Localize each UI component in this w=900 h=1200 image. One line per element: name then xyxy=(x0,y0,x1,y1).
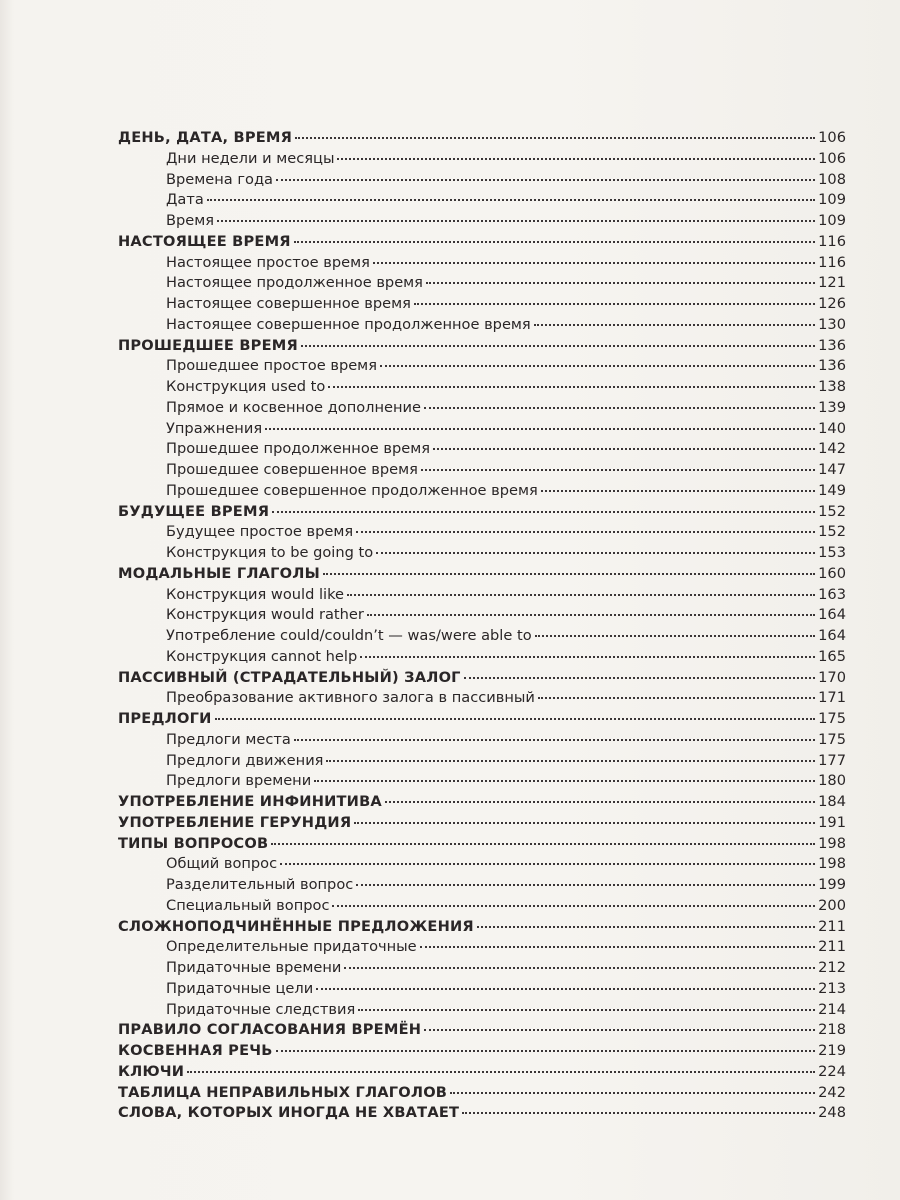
toc-subsection-entry xyxy=(118,543,846,564)
toc-entry-title: Разделительный вопрос xyxy=(166,876,354,893)
toc-subsection-entry xyxy=(118,751,846,772)
dot-leader xyxy=(433,447,815,450)
toc-subsection-entry xyxy=(118,481,846,502)
toc-entry-title: Дни недели и месяцы xyxy=(166,149,335,167)
toc-subsection-entry xyxy=(118,439,846,460)
toc-page-number: 138 xyxy=(818,378,846,395)
toc-entry-title: Конструкция used to xyxy=(166,378,326,395)
toc-section-entry xyxy=(118,336,846,357)
toc-entry-title: Специальный вопрос xyxy=(166,896,330,914)
dot-leader xyxy=(373,261,815,264)
toc-subsection-entry xyxy=(118,419,846,440)
toc-entry-title: Придаточные цели xyxy=(166,979,314,997)
toc-entry-title: БУДУЩЕЕ ВРЕМЯ xyxy=(118,502,270,520)
dot-leader xyxy=(426,281,815,284)
toc-page-number: 109 xyxy=(818,212,846,229)
toc-page-number: 136 xyxy=(818,336,846,354)
dot-leader xyxy=(421,468,815,471)
toc-entry-title: Настоящее простое время xyxy=(166,253,370,271)
dot-leader xyxy=(424,1028,815,1031)
table-of-contents xyxy=(118,128,846,1124)
toc-page-number: 139 xyxy=(818,398,846,416)
toc-subsection-entry xyxy=(118,730,846,751)
dot-leader xyxy=(385,800,815,803)
dot-leader xyxy=(347,593,815,596)
toc-entry-title: Придаточные времени xyxy=(166,959,342,976)
toc-entry-title: Настоящее совершенное продолженное время xyxy=(166,315,531,333)
toc-page-number: 171 xyxy=(818,689,846,707)
toc-entry-title: Определительные придаточные xyxy=(166,938,417,956)
toc-page-number: 126 xyxy=(818,295,846,312)
toc-subsection-entry xyxy=(118,522,846,543)
dot-leader xyxy=(301,344,815,347)
toc-page-number: 214 xyxy=(818,1000,846,1018)
toc-page-number: 116 xyxy=(818,232,846,250)
toc-subsection-entry xyxy=(118,190,846,211)
toc-page-number: 224 xyxy=(818,1062,846,1080)
dot-leader xyxy=(265,427,815,430)
toc-section-entry xyxy=(118,128,846,149)
toc-entry-title: Настоящее совершенное время xyxy=(166,295,411,312)
toc-subsection-entry xyxy=(118,170,846,191)
dot-leader xyxy=(358,1008,815,1011)
toc-entry-title: Прошедшее простое время xyxy=(166,357,377,375)
toc-entry-title: Прошедшее совершенное время xyxy=(166,461,418,478)
toc-entry-title: ПАССИВНЫЙ (СТРАДАТЕЛЬНЫЙ) ЗАЛОГ xyxy=(118,668,461,686)
toc-page-number: 160 xyxy=(818,564,846,582)
toc-subsection-entry xyxy=(118,875,846,896)
dot-leader xyxy=(414,302,815,305)
toc-page-number: 147 xyxy=(818,461,846,478)
toc-page-number: 130 xyxy=(818,315,846,333)
dot-leader xyxy=(280,862,815,865)
toc-page-number: 175 xyxy=(818,730,846,748)
toc-section-entry xyxy=(118,232,846,253)
toc-section-entry xyxy=(118,709,846,730)
dot-leader xyxy=(424,406,815,409)
dot-leader xyxy=(534,323,815,326)
dot-leader xyxy=(316,987,815,990)
dot-leader xyxy=(538,696,815,699)
toc-subsection-entry xyxy=(118,398,846,419)
dot-leader xyxy=(271,842,815,845)
toc-page-number: 212 xyxy=(818,959,846,976)
toc-subsection-entry xyxy=(118,979,846,1000)
toc-subsection-entry xyxy=(118,626,846,647)
toc-entry-title: ПРОШЕДШЕЕ ВРЕМЯ xyxy=(118,336,298,354)
toc-page-number: 116 xyxy=(818,253,846,271)
toc-page-number: 199 xyxy=(818,876,846,893)
toc-page-number: 175 xyxy=(818,710,846,727)
dot-leader xyxy=(272,510,815,513)
dot-leader xyxy=(535,634,816,637)
toc-entry-title: НАСТОЯЩЕЕ ВРЕМЯ xyxy=(118,232,291,250)
dot-leader xyxy=(276,178,815,181)
toc-subsection-entry xyxy=(118,688,846,709)
dot-leader xyxy=(462,1111,815,1114)
toc-page-number: 177 xyxy=(818,751,846,769)
dot-leader xyxy=(337,157,815,160)
dot-leader xyxy=(294,738,815,741)
dot-leader xyxy=(376,551,815,554)
toc-subsection-entry xyxy=(118,460,846,481)
toc-page-number: 108 xyxy=(818,170,846,188)
toc-entry-title: Будущее простое время xyxy=(166,523,354,541)
dot-leader xyxy=(332,904,815,907)
toc-section-entry xyxy=(118,1103,846,1124)
toc-entry-title: Конструкция to be going to xyxy=(166,544,374,561)
toc-page-number: 248 xyxy=(818,1104,846,1122)
toc-subsection-entry xyxy=(118,294,846,315)
toc-subsection-entry xyxy=(118,315,846,336)
toc-page-number: 211 xyxy=(818,917,846,935)
dot-leader xyxy=(360,655,815,658)
toc-entry-title: Предлоги времени xyxy=(166,772,312,790)
toc-page-number: 200 xyxy=(818,896,846,914)
dot-leader xyxy=(276,1049,816,1052)
toc-entry-title: Настоящее продолженное время xyxy=(166,274,423,292)
toc-section-entry xyxy=(118,1062,846,1083)
toc-page-number: 106 xyxy=(818,129,846,146)
toc-page-number: 106 xyxy=(818,149,846,167)
dot-leader xyxy=(326,759,815,762)
toc-page-number: 164 xyxy=(818,627,846,644)
dot-leader xyxy=(541,489,815,492)
dot-leader xyxy=(187,1070,815,1073)
toc-entry-title: УПОТРЕБЛЕНИЕ ГЕРУНДИЯ xyxy=(118,813,352,831)
toc-entry-title: Прошедшее продолженное время xyxy=(166,440,431,458)
dot-leader xyxy=(354,821,815,824)
toc-page-number: 211 xyxy=(818,938,846,956)
toc-subsection-entry xyxy=(118,253,846,274)
toc-subsection-entry xyxy=(118,854,846,875)
toc-subsection-entry xyxy=(118,958,846,979)
dot-leader xyxy=(314,779,815,782)
toc-section-entry xyxy=(118,792,846,813)
toc-entry-title: МОДАЛЬНЫЕ ГЛАГОЛЫ xyxy=(118,564,320,582)
dot-leader xyxy=(323,572,815,575)
dot-leader xyxy=(367,613,815,616)
toc-section-entry xyxy=(118,1041,846,1062)
dot-leader xyxy=(477,925,815,928)
dot-leader xyxy=(215,717,816,720)
dot-leader xyxy=(420,945,815,948)
toc-page-number: 165 xyxy=(818,647,846,665)
toc-page-number: 149 xyxy=(818,481,846,499)
dot-leader xyxy=(217,219,815,222)
toc-entry-title: КОСВЕННАЯ РЕЧЬ xyxy=(118,1042,273,1059)
dot-leader xyxy=(328,385,815,388)
toc-subsection-entry xyxy=(118,377,846,398)
toc-page-number: 163 xyxy=(818,585,846,603)
toc-entry-title: Упражнения xyxy=(166,419,263,437)
toc-page-number: 140 xyxy=(818,419,846,437)
dot-leader xyxy=(356,530,815,533)
toc-page-number: 152 xyxy=(818,523,846,541)
toc-subsection-entry xyxy=(118,585,846,606)
toc-entry-title: Конструкция cannot help xyxy=(166,647,358,665)
toc-page-number: 213 xyxy=(818,979,846,997)
toc-page-number: 198 xyxy=(818,855,846,873)
dot-leader xyxy=(464,676,815,679)
toc-page-number: 170 xyxy=(818,668,846,686)
toc-subsection-entry xyxy=(118,356,846,377)
toc-entry-title: ПРЕДЛОГИ xyxy=(118,710,212,727)
toc-page-number: 121 xyxy=(818,274,846,292)
toc-subsection-entry xyxy=(118,937,846,958)
toc-subsection-entry xyxy=(118,273,846,294)
toc-entry-title: СЛОВА, КОТОРЫХ ИНОГДА НЕ ХВАТАЕТ xyxy=(118,1104,460,1122)
toc-page-number: 152 xyxy=(818,502,846,520)
toc-page-number: 184 xyxy=(818,793,846,810)
dot-leader xyxy=(356,883,815,886)
toc-section-entry xyxy=(118,1083,846,1104)
toc-entry-title: СЛОЖНОПОДЧИНЁННЫЕ ПРЕДЛОЖЕНИЯ xyxy=(118,917,474,935)
toc-entry-title: ПРАВИЛО СОГЛАСОВАНИЯ ВРЕМЁН xyxy=(118,1021,422,1039)
toc-section-entry xyxy=(118,502,846,523)
toc-subsection-entry xyxy=(118,149,846,170)
toc-entry-title: УПОТРЕБЛЕНИЕ ИНФИНИТИВА xyxy=(118,793,382,810)
toc-section-entry xyxy=(118,834,846,855)
toc-subsection-entry xyxy=(118,647,846,668)
toc-entry-title: Времена года xyxy=(166,170,273,188)
toc-subsection-entry xyxy=(118,771,846,792)
toc-page-number: 218 xyxy=(818,1021,846,1039)
toc-entry-title: Придаточные следствия xyxy=(166,1000,356,1018)
dot-leader xyxy=(294,240,815,243)
toc-section-entry xyxy=(118,1020,846,1041)
toc-page-number: 191 xyxy=(818,813,846,831)
toc-section-entry xyxy=(118,668,846,689)
toc-page-number: 136 xyxy=(818,357,846,375)
toc-entry-title: Прошедшее совершенное продолженное время xyxy=(166,481,538,499)
toc-page-number: 219 xyxy=(818,1042,846,1059)
toc-page-number: 242 xyxy=(818,1083,846,1101)
toc-entry-title: ТИПЫ ВОПРОСОВ xyxy=(118,834,269,852)
toc-entry-title: ТАБЛИЦА НЕПРАВИЛЬНЫХ ГЛАГОЛОВ xyxy=(118,1083,448,1101)
toc-page-number: 142 xyxy=(818,440,846,458)
toc-subsection-entry xyxy=(118,1000,846,1021)
dot-leader xyxy=(344,966,815,969)
toc-entry-title: Употребление could/couldn’t — was/were able to xyxy=(166,627,532,644)
toc-entry-title: Предлоги движения xyxy=(166,751,324,769)
toc-entry-title: Конструкция would like xyxy=(166,585,344,603)
toc-subsection-entry xyxy=(118,605,846,626)
toc-subsection-entry xyxy=(118,211,846,232)
toc-entry-title: Преобразование активного залога в пассивный xyxy=(166,689,535,707)
toc-section-entry xyxy=(118,813,846,834)
toc-page-number: 164 xyxy=(818,606,846,624)
toc-entry-title: Конструкция would rather xyxy=(166,606,364,624)
toc-page-number: 180 xyxy=(818,772,846,790)
toc-page-number: 153 xyxy=(818,544,846,561)
dot-leader xyxy=(295,136,815,139)
dot-leader xyxy=(207,198,815,201)
toc-entry-title: Предлоги места xyxy=(166,730,291,748)
toc-section-entry xyxy=(118,564,846,585)
dot-leader xyxy=(450,1091,815,1094)
toc-entry-title: Общий вопрос xyxy=(166,855,278,873)
dot-leader xyxy=(380,364,815,367)
toc-section-entry xyxy=(118,917,846,938)
toc-page-number: 198 xyxy=(818,834,846,852)
toc-subsection-entry xyxy=(118,896,846,917)
toc-entry-title: Прямое и косвенное дополнение xyxy=(166,398,422,416)
toc-entry-title: ДЕНЬ, ДАТА, ВРЕМЯ xyxy=(118,129,293,146)
toc-entry-title: КЛЮЧИ xyxy=(118,1062,185,1080)
toc-page-number: 109 xyxy=(818,191,846,209)
toc-entry-title: Время xyxy=(166,212,215,229)
toc-entry-title: Дата xyxy=(166,191,204,209)
